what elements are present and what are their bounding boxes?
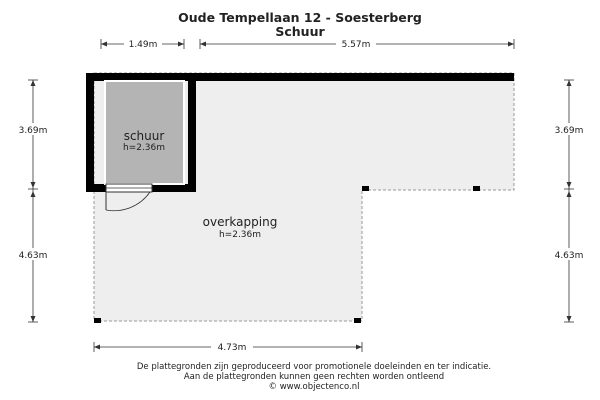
post <box>354 318 361 323</box>
plan-title: Oude Tempellaan 12 - Soesterberg <box>178 10 422 25</box>
shed-wall-left <box>86 73 94 190</box>
shed-wall-right <box>188 73 196 190</box>
dimension-top-left <box>101 37 184 50</box>
top-wall <box>86 73 514 81</box>
dimension-label: 1.49m <box>128 40 158 50</box>
dimension-top-right <box>200 37 514 50</box>
post <box>362 186 369 191</box>
dimension-label: 3.69m <box>18 126 48 136</box>
dimension-right <box>548 80 590 322</box>
shed-wall-bottom-right <box>152 184 196 192</box>
post <box>94 318 101 323</box>
dimension-label: 3.69m <box>554 126 584 136</box>
shed-height-label: h=2.36m <box>122 143 166 153</box>
shed-wall-bottom-left <box>86 184 106 192</box>
plan-subtitle: Schuur <box>275 24 325 39</box>
copyright-line: © www.objectenco.nl <box>268 382 360 392</box>
dimension-bottom <box>94 340 362 353</box>
post <box>473 186 480 191</box>
dimension-label: 4.63m <box>18 251 48 261</box>
canopy-height-label: h=2.36m <box>218 230 262 240</box>
dimension-label: 5.57m <box>341 40 371 50</box>
dimension-left <box>12 80 54 322</box>
canopy-label: overkapping <box>202 215 278 229</box>
dimension-label: 4.73m <box>217 343 247 353</box>
disclaimer-line-2: Aan de plattegronden kunnen geen rechten worden ontleend <box>183 372 445 382</box>
dimension-label: 4.63m <box>554 251 584 261</box>
shed-label: schuur <box>123 129 165 143</box>
disclaimer-line-1: De plattegronden zijn geproduceerd voor promotionele doeleinden en ter indicatie. <box>136 362 492 372</box>
